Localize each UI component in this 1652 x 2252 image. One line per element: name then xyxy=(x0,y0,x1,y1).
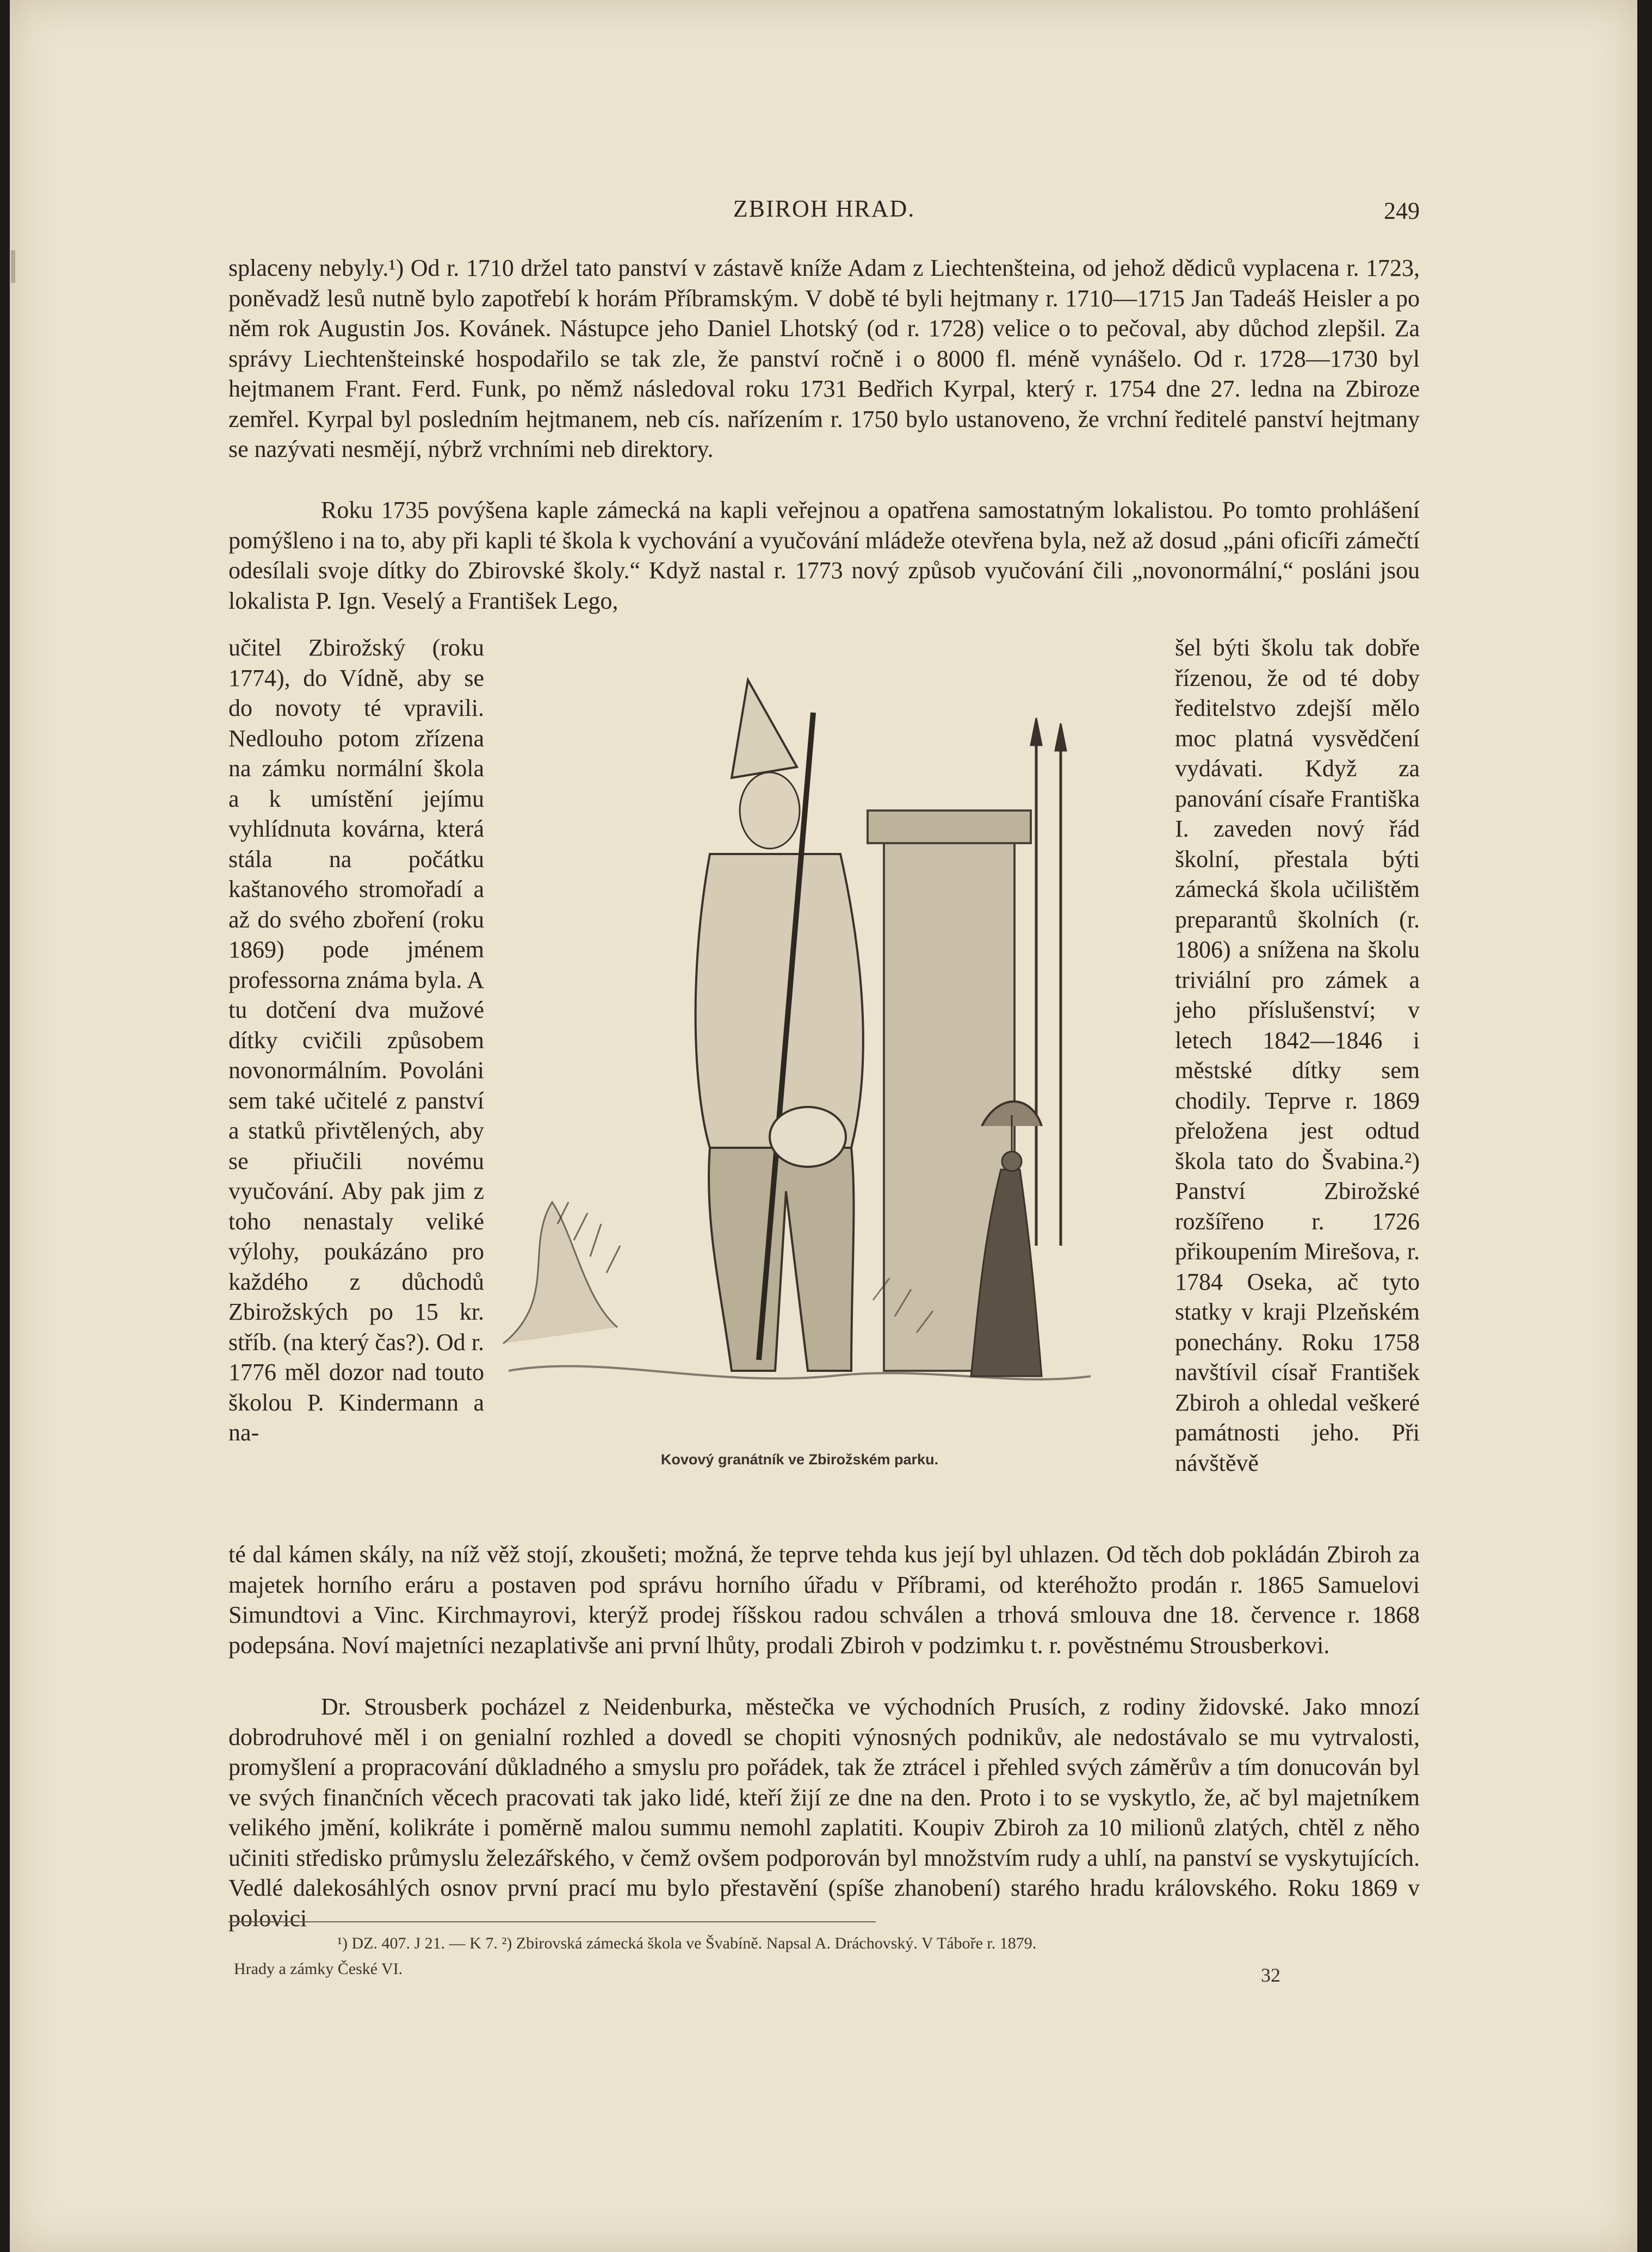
right-column-text: šel býti školu tak dobře řízenou, že od té doby ředitelstvo zdejší mělo moc platná vysvědčení vydávati. Když za panování císaře Františka I. zaveden nový řád školní, přestala býti zámecká škola učilištěm preparantů školních (r. 1806) a snížena na školu triviální pro zámek a jeho příslušenství; v letech 1842—1846 i městské dítky sem chodily. Teprve r. 1869 přeložena jest odtud škola tato do Švabina.²) Panství Zbirožské rozšířeno r. 1726 přikoupením Mirešova, r. 1784 Oseka, ač tyto statky v kraji Plzeňském ponechány. Roku 1758 navštívil císař František Zbiroh a ohledal veškeré památnosti jeho. Při návštěvě xyxy=(1175,634,1420,1476)
page-number: 249 xyxy=(1384,197,1420,224)
paragraph-1: splaceny nebyly.¹) Od r. 1710 držel tato panství v zástavě kníže Adam z Liechtenšteina, od jehož dědiců vyplacena r. 1723, poněvadž lesů nutně bylo zapotřebí k horám Příbramským. V době té byli hejtmany r. 1710—1715 Jan Tadeáš Heisler a po něm rok Augustin Jos. Kovánek. Nástupce jeho Daniel Lhotský (od r. 1728) velice o to pečoval, aby důchod zlepšil. Za správy Liechtenšteinské hospodařilo se tak zle, že panství ročně i o 8000 fl. méně vynášelo. Od r. 1728—1730 byl hejtmanem Frant. Ferd. Funk, po němž následoval roku 1731 Bedřich Kyrpal, který r. 1754 dne 27. ledna na Zbiroze zemřel. Kyrpal byl posledním hejtmanem, neb cís. nařízením r. 1750 bylo ustanoveno, že vrchní ředitelé panství hejtmany se nazývati nesmějí, nýbrž vrchními neb direktory. xyxy=(228,255,1420,462)
running-title: ZBIROH HRAD. xyxy=(733,195,915,222)
printer-signature: Hrady a zámky České VI. xyxy=(234,1960,403,1978)
paragraph-4: Dr. Strousberk pocházel z Neidenburka, městečka ve východních Prusích, z rodiny židovské. Jako mnozí dobrodruhové měl i on genialní rozhled a dovedl se chopiti výnosných podnikův, ale nedostávalo se mu vytrvalosti, promyšlení a propracování důkladného a smyslu pro pořádek, tak že ztrácel i přehled svých záměrův a tím donucován byl ve svých finančních věcech pracovati tak jako lidé, kteří žijí ze dne na den. Proto i to se vyskytlo, že, ač byl majetníkem velikého jmění, kolikráte i poměrně malou summu nemohl zaplatiti. Koupiv Zbiroh za 10 milionů zlatých, chtěl z něho učiniti středisko průmyslu železářského, v čemž ovšem podporován byl množstvím rudy a uhlí, na panství se vyskytujících. Vedlé dalekosáhlých osnov první prací mu bylo přestavění (spíše zhanobení) starého hradu královského. Roku 1869 v polovici xyxy=(228,1693,1420,1932)
grenadier-illustration xyxy=(492,647,1107,1493)
figure-caption: Kovový granátník ve Zbirožském parku. xyxy=(660,1451,939,1468)
running-header xyxy=(228,195,1420,227)
grenadier-engraving xyxy=(492,647,1107,1493)
left-column-text: učitel Zbirožský (roku 1774), do Vídně, aby se do novoty té vpravili. Nedlouho potom zřízena na zámku normální škola a k umístění jejímu vyhlídnuta kovárna, která stála na počátku kaštanového stromořadí a až do svého zboření (roku 1869) pode jménem professorna známa byla. A tu dotčení dva mužové dítky cvičili způsobem novonormálním. Povoláni sem také učitelé z panství a statků přivtělených, aby se přiučili novému vyučování. Aby pak jim z toho nenastaly veliké výlohy, poukázáno pro každého z důchodů Zbirožských po 15 kr. stříb. (na který čas?). Od r. 1776 měl dozor nad touto školou P. Kindermann a na- xyxy=(228,634,484,1446)
footnotes: ¹) DZ. 407. J 21. — K 7. ²) Zbirovská zámecká škola ve Švabíně. Napsal A. Dráchovský. V Táboře r. 1879. xyxy=(337,1934,1037,1952)
signature-number: 32 xyxy=(1261,1964,1280,1986)
paragraph-3: té dal kámen skály, na níž věž stojí, zkoušeti; možná, že teprve tehda kus její byl uhlazen. Od těch dob pokládán Zbiroh za majetek horního eráru a postaven pod správu horního úřadu v Příbrami, od kteréhožto prodán r. 1865 Samuelovi Simundtovi a Vinc. Kirchmayrovi, kterýž prodej říšskou radou schválen a trhová smlouva dne 18. července r. 1868 podepsána. Noví majetníci nezaplativše ani první lhůty, prodali Zbiroh v podzimku t. r. pověstnému Strousberkovi. xyxy=(228,1541,1420,1659)
footnote-rule xyxy=(228,1921,876,1922)
paragraph-2: Roku 1735 povýšena kaple zámecká na kapli veřejnou a opatřena samostatným lokalistou. Po tomto prohlášení pomýšleno i na to, aby při kapli té škola k vychování a vyučování mládeže otevřena byla, než až dosud „páni oficíři zámečtí odesílali svoje dítky do Zbirovské školy.“ Když nastal r. 1773 nový způsob vyučování čili „novonormální,“ posláni jsou lokalista P. Ign. Veselý a František Lego, xyxy=(228,497,1420,614)
